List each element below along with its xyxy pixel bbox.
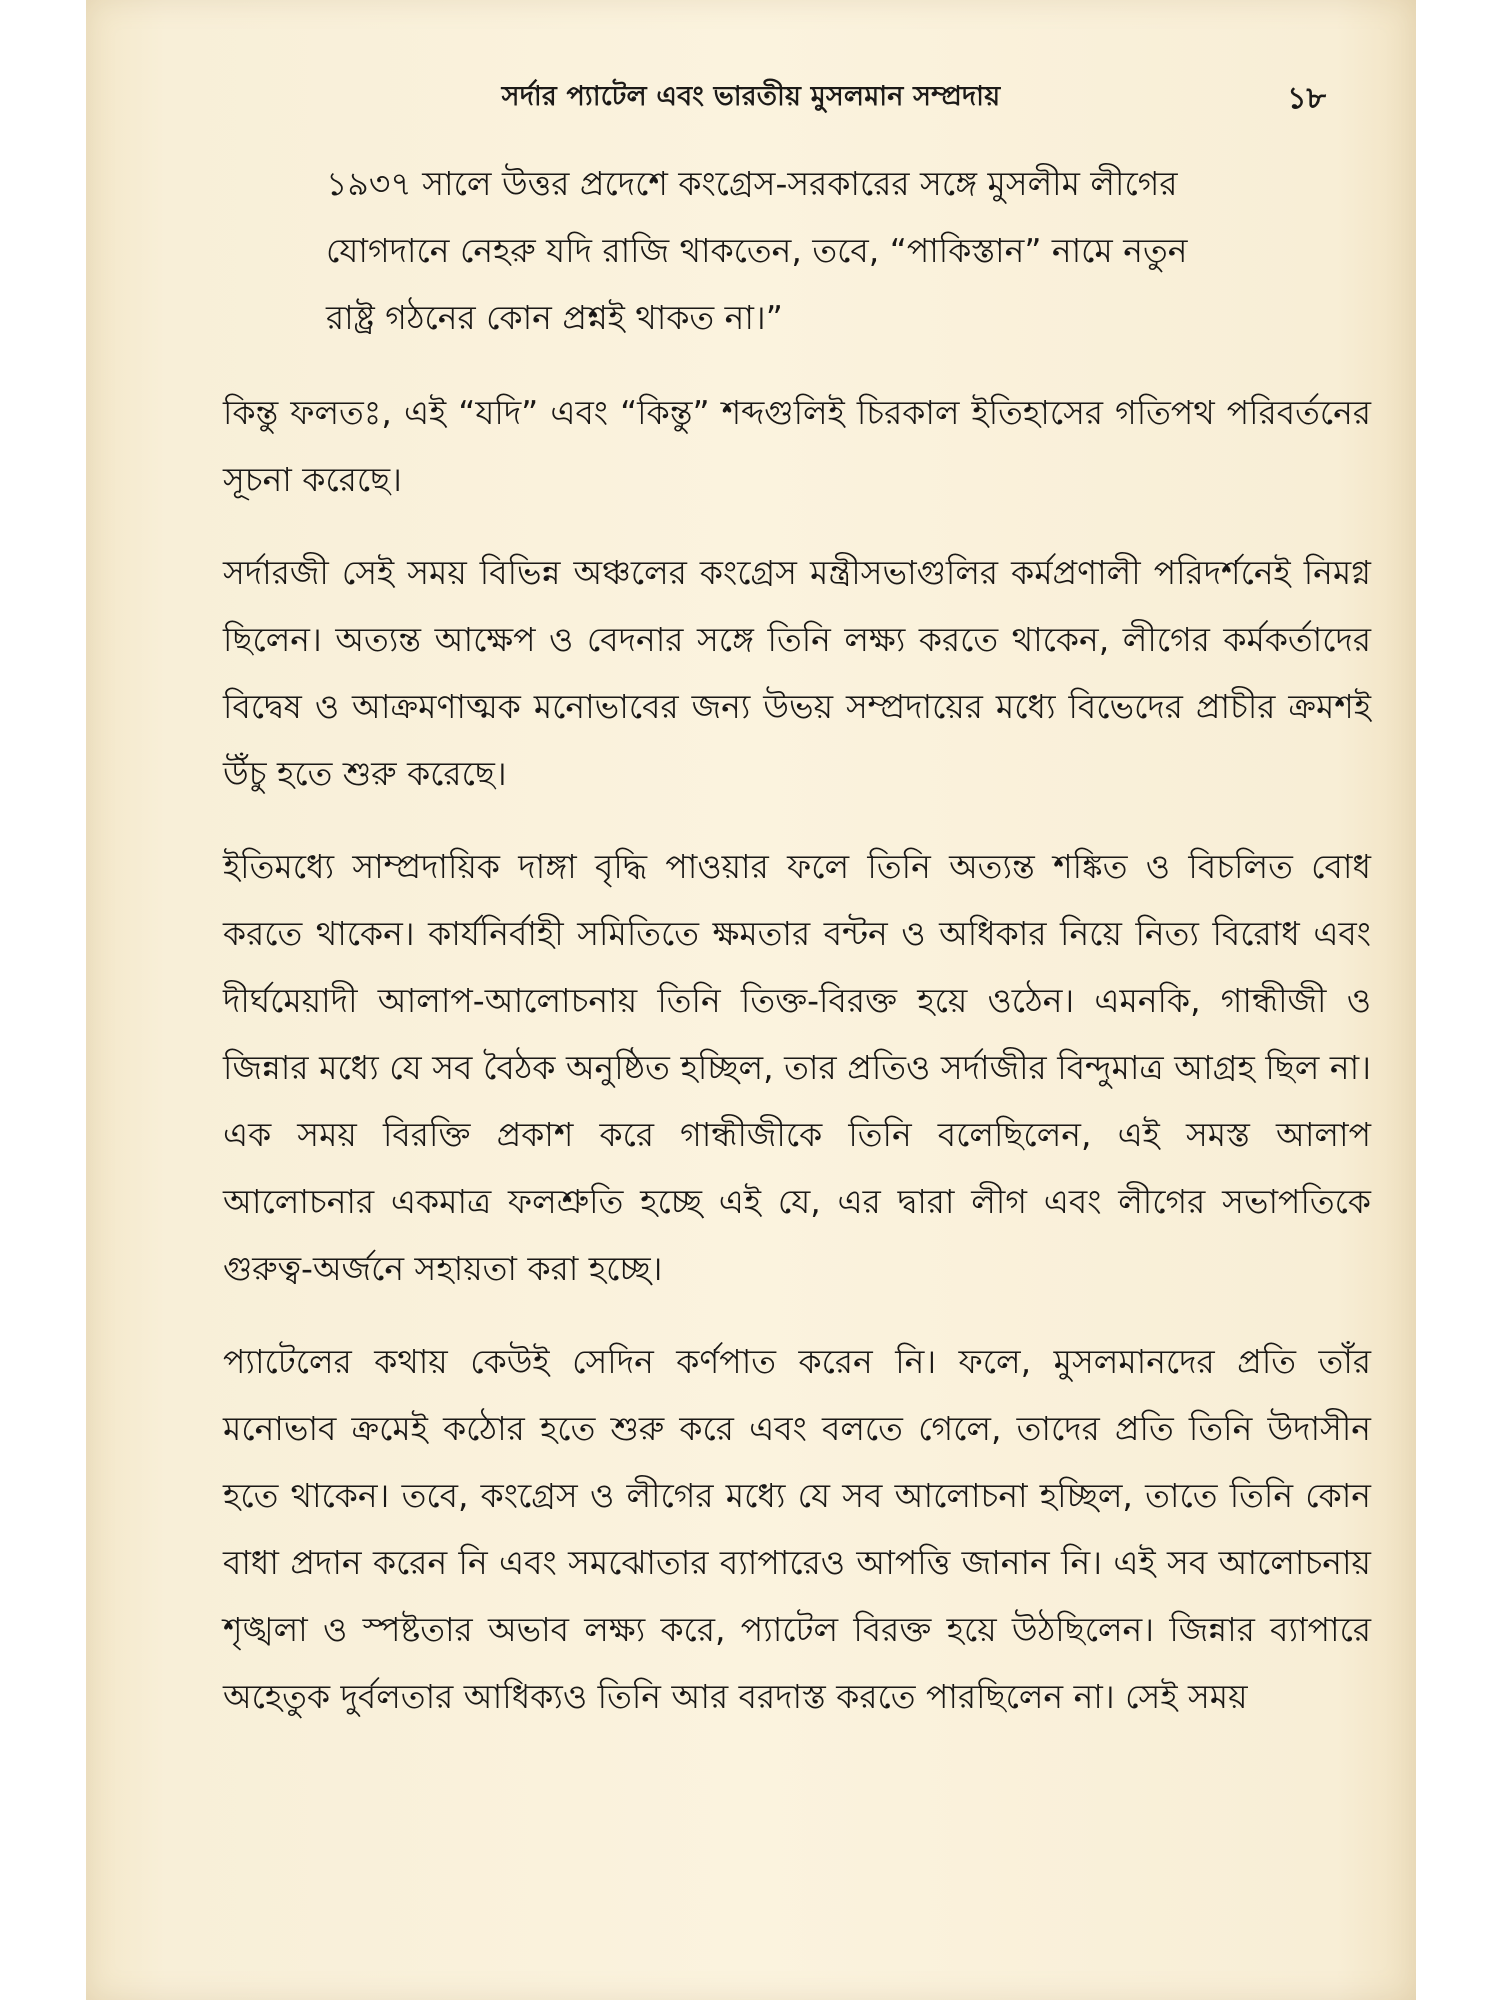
paragraph: কিন্তু ফলতঃ, এই “যদি” এবং “কিন্তু” শব্দগুলিই চিরকাল ইতিহাসের গতিপথ পরিবর্তনের সূচনা করেছে। — [223, 393, 1371, 499]
page-body — [223, 150, 1371, 1730]
page-header — [86, 70, 1416, 120]
running-title: সর্দার প্যাটেল এবং ভারতীয় মুসলমান সম্প্রদায় — [501, 81, 1001, 112]
paragraph: ইতিমধ্যে সাম্প্রদায়িক দাঙ্গা বৃদ্ধি পাওয়ার ফলে তিনি অত্যন্ত শঙ্কিত ও বিচলিত বোধ করতে থাকেন। কার্যনির্বাহী সমিতিতে ক্ষমতার বন্টন ও অধিকার নিয়ে নিত্য বিরোধ এবং দীর্ঘমেয়াদী আলাপ-আলোচনায় তিনি তিক্ত-বিরক্ত হয়ে ওঠেন। এমনকি, গান্ধীজী ও জিন্নার মধ্যে যে সব বৈঠক অনুষ্ঠিত হচ্ছিল, তার প্রতিও সর্দাজীর বিন্দুমাত্র আগ্রহ ছিল না। এক সময় বিরক্তি প্রকাশ করে গান্ধীজীকে তিনি বলেছিলেন, এই সমস্ত আলাপ আলোচনার একমাত্র ফলশ্রুতি হচ্ছে এই যে, এর দ্বারা লীগ এবং লীগের সভাপতিকে গুরুত্ব-অর্জনে সহায়তা করা হচ্ছে। — [223, 847, 1371, 1288]
block-quote: ১৯৩৭ সালে উত্তর প্রদেশে কংগ্রেস-সরকারের সঙ্গে মুসলীম লীগের যোগদানে নেহরু যদি রাজি থাকতেন, তবে, “পাকিস্তান” নামে নতুন রাষ্ট্র গঠনের কোন প্রশ্নই থাকত না।” — [326, 164, 1188, 337]
page-number: ১৮ — [1287, 81, 1326, 116]
book-page — [86, 0, 1416, 2000]
paragraph: সর্দারজী সেই সময় বিভিন্ন অঞ্চলের কংগ্রেস মন্ত্রীসভাগুলির কর্মপ্রণালী পরিদর্শনেই নিমগ্ন ছিলেন। অত্যন্ত আক্ষেপ ও বেদনার সঙ্গে তিনি লক্ষ্য করতে থাকেন, লীগের কর্মকর্তাদের বিদ্বেষ ও আক্রমণাত্মক মনোভাবের জন্য উভয় সম্প্রদায়ের মধ্যে বিভেদের প্রাচীর ক্রমশই উঁচু হতে শুরু করেছে। — [223, 553, 1371, 793]
paragraph: প্যাটেলের কথায় কেউই সেদিন কর্ণপাত করেন নি। ফলে, মুসলমানদের প্রতি তাঁর মনোভাব ক্রমেই কঠোর হতে শুরু করে এবং বলতে গেলে, তাদের প্রতি তিনি উদাসীন হতে থাকেন। তবে, কংগ্রেস ও লীগের মধ্যে যে সব আলোচনা হচ্ছিল, তাতে তিনি কোন বাধা প্রদান করেন নি এবং সমঝোতার ব্যাপারেও আপত্তি জানান নি। এই সব আলোচনায় শৃঙ্খলা ও স্পষ্টতার অভাব লক্ষ্য করে, প্যাটেল বিরক্ত হয়ে উঠছিলেন। জিন্নার ব্যাপারে অহেতুক দুর্বলতার আধিক্যও তিনি আর বরদাস্ত করতে পারছিলেন না। সেই সময় — [223, 1342, 1371, 1716]
